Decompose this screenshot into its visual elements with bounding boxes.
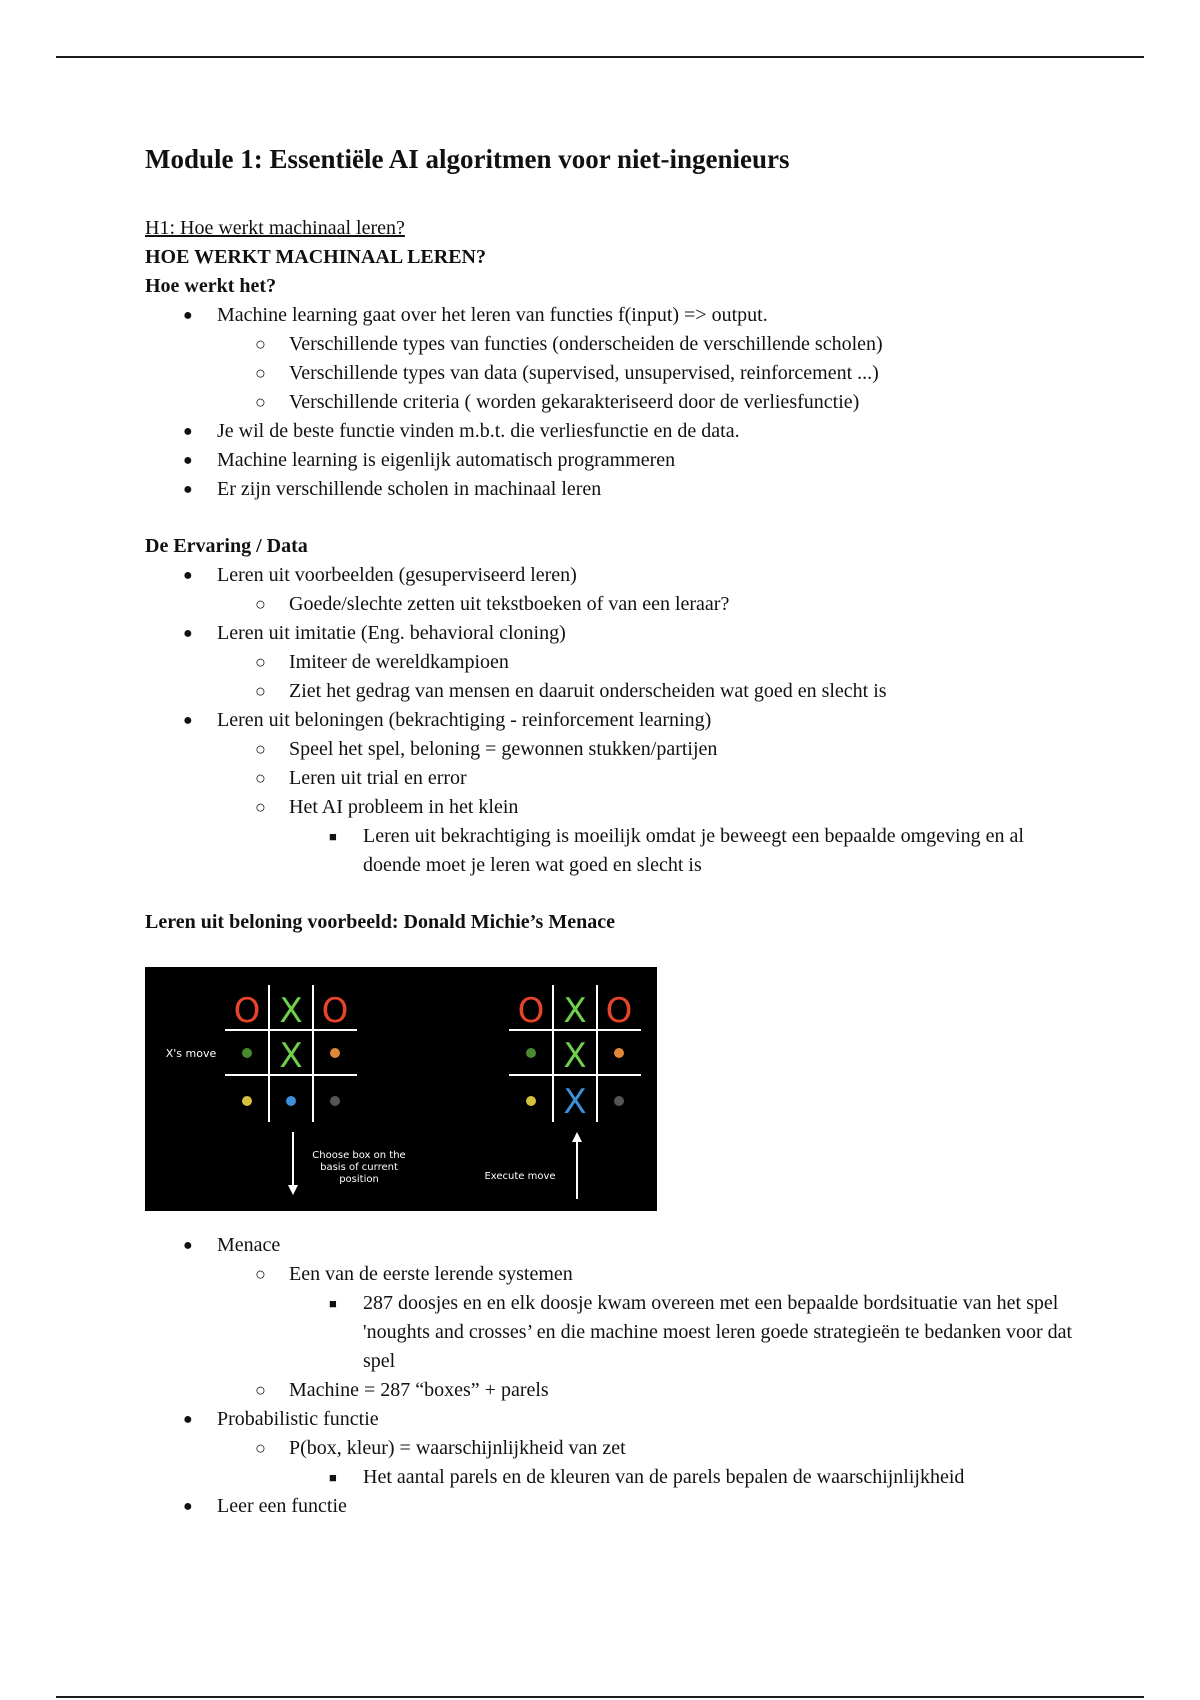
bullet-square-icon: ■ [329, 1470, 337, 1485]
bullet-circle-icon: ○ [255, 1380, 266, 1400]
x-mark: X [563, 991, 587, 1031]
list-item: ● Menace [145, 1231, 1075, 1260]
bead [614, 1096, 624, 1106]
menace-diagram [145, 967, 657, 1211]
list-item: ○ Het AI probleem in het klein [145, 793, 1075, 822]
chapter-link: H1: Hoe werkt machinaal leren? [145, 217, 405, 239]
section-heading-menace: Leren uit beloning voorbeeld: Donald Michie’s Menace [145, 911, 615, 933]
bullet-disc-icon: ● [183, 452, 193, 469]
arrow-up-head-icon [572, 1132, 582, 1142]
list-item: ○ Leren uit trial en error [145, 764, 1075, 793]
list-item: ● Er zijn verschillende scholen in machinaal leren [145, 475, 1075, 504]
label-choose-box: Choose box on the [312, 1150, 406, 1161]
label-xs-move: X's move [165, 1047, 217, 1060]
list-item: ○ Een van de eerste lerende systemen [145, 1260, 1075, 1289]
bullet-disc-icon: ● [183, 625, 193, 642]
bead [330, 1048, 340, 1058]
bullet-circle-icon: ○ [255, 652, 266, 672]
label-choose-box: position [339, 1174, 379, 1185]
bullet-square-icon: ■ [329, 829, 337, 844]
bullet-square-icon: ■ [329, 1296, 337, 1311]
section3-list [145, 1231, 1075, 1521]
bullet-circle-icon: ○ [255, 594, 266, 614]
bullet-circle-icon: ○ [255, 334, 266, 354]
bullet-disc-icon: ● [183, 481, 193, 498]
x-mark: X [563, 1036, 587, 1076]
x-mark-new-move: X [563, 1082, 587, 1122]
list-item: ○ Goede/slechte zetten uit tekstboeken of van een leraar? [145, 590, 1075, 619]
label-choose-box: basis of current [320, 1162, 398, 1173]
bullet-circle-icon: ○ [255, 392, 266, 412]
bead [614, 1048, 624, 1058]
list-item: ● Machine learning is eigenlijk automatisch programmeren [145, 446, 1075, 475]
bead [242, 1048, 252, 1058]
list-item: ● Probabilistic functie [145, 1405, 1075, 1434]
bead [286, 1096, 296, 1106]
bullet-disc-icon: ● [183, 423, 193, 440]
list-item: ○ P(box, kleur) = waarschijnlijkheid van zet [145, 1434, 1075, 1463]
x-mark: X [279, 991, 303, 1031]
bullet-circle-icon: ○ [255, 363, 266, 383]
list-item: ● Leren uit voorbeelden (gesuperviseerd leren) [145, 561, 1075, 590]
page-title: Module 1: Essentiële AI algoritmen voor niet-ingenieurs [145, 144, 790, 174]
o-mark: O [321, 991, 349, 1031]
list-item: ● Leer een functie [145, 1492, 1075, 1521]
list-item: ● Je wil de beste functie vinden m.b.t. die verliesfunctie en de data. [145, 417, 1075, 446]
list-item: ○ Verschillende types van functies (onderscheiden de verschillende scholen) [145, 330, 1075, 359]
list-item: ○ Verschillende types van data (supervised, unsupervised, reinforcement ...) [145, 359, 1075, 388]
bullet-circle-icon: ○ [255, 1438, 266, 1458]
bullet-circle-icon: ○ [255, 797, 266, 817]
list-item: ○ Speel het spel, beloning = gewonnen stukken/partijen [145, 735, 1075, 764]
list-item: ● Leren uit imitatie (Eng. behavioral cloning) [145, 619, 1075, 648]
o-mark: O [233, 991, 261, 1031]
o-mark: O [605, 991, 633, 1031]
x-mark: X [279, 1036, 303, 1076]
arrow-down-head-icon [288, 1185, 298, 1195]
list-item: ○ Verschillende criteria ( worden gekarakteriseerd door de verliesfunctie) [145, 388, 1075, 417]
list-item: ■ Het aantal parels en de kleuren van de parels bepalen de waarschijnlijkheid [145, 1463, 1075, 1492]
bead [526, 1096, 536, 1106]
label-execute-move: Execute move [484, 1171, 556, 1182]
bullet-circle-icon: ○ [255, 681, 266, 701]
bullet-circle-icon: ○ [255, 739, 266, 759]
document-body [145, 140, 1075, 1521]
bullet-disc-icon: ● [183, 567, 193, 584]
bullet-circle-icon: ○ [255, 1264, 266, 1284]
list-item: ○ Machine = 287 “boxes” + parels [145, 1376, 1075, 1405]
section2-list [145, 561, 1075, 880]
bullet-disc-icon: ● [183, 1411, 193, 1428]
list-item: ○ Imiteer de wereldkampioen [145, 648, 1075, 677]
list-item: ● Leren uit beloningen (bekrachtiging - reinforcement learning) [145, 706, 1075, 735]
section1-list [145, 301, 1075, 504]
footer-rule [56, 1696, 1144, 1698]
section-heading-ervaring-data: De Ervaring / Data [145, 535, 308, 557]
chapter-heading: HOE WERKT MACHINAAL LEREN? [145, 246, 486, 268]
list-item: ■ Leren uit bekrachtiging is moeilijk omdat je beweegt een bepaalde omgeving en al doende moet je leren wat goed en slecht is [145, 822, 1075, 880]
bead [330, 1096, 340, 1106]
bullet-disc-icon: ● [183, 307, 193, 324]
header-rule [56, 56, 1144, 58]
list-item: ■ 287 doosjes en en elk doosje kwam overeen met een bepaalde bordsituatie van het spel 'noughts and crosses’ en die machine moest leren goede strategieën te bedanken voor dat spel [145, 1289, 1075, 1376]
section-heading-hoe-werkt-het: Hoe werkt het? [145, 275, 277, 297]
list-item: ● Machine learning gaat over het leren van functies f(input) => output. [145, 301, 1075, 330]
bead [242, 1096, 252, 1106]
menace-figure [145, 967, 657, 1211]
bead [526, 1048, 536, 1058]
bullet-circle-icon: ○ [255, 768, 266, 788]
o-mark: O [517, 991, 545, 1031]
bullet-disc-icon: ● [183, 1498, 193, 1515]
bullet-disc-icon: ● [183, 712, 193, 729]
list-item: ○ Ziet het gedrag van mensen en daaruit onderscheiden wat goed en slecht is [145, 677, 1075, 706]
bullet-disc-icon: ● [183, 1237, 193, 1254]
